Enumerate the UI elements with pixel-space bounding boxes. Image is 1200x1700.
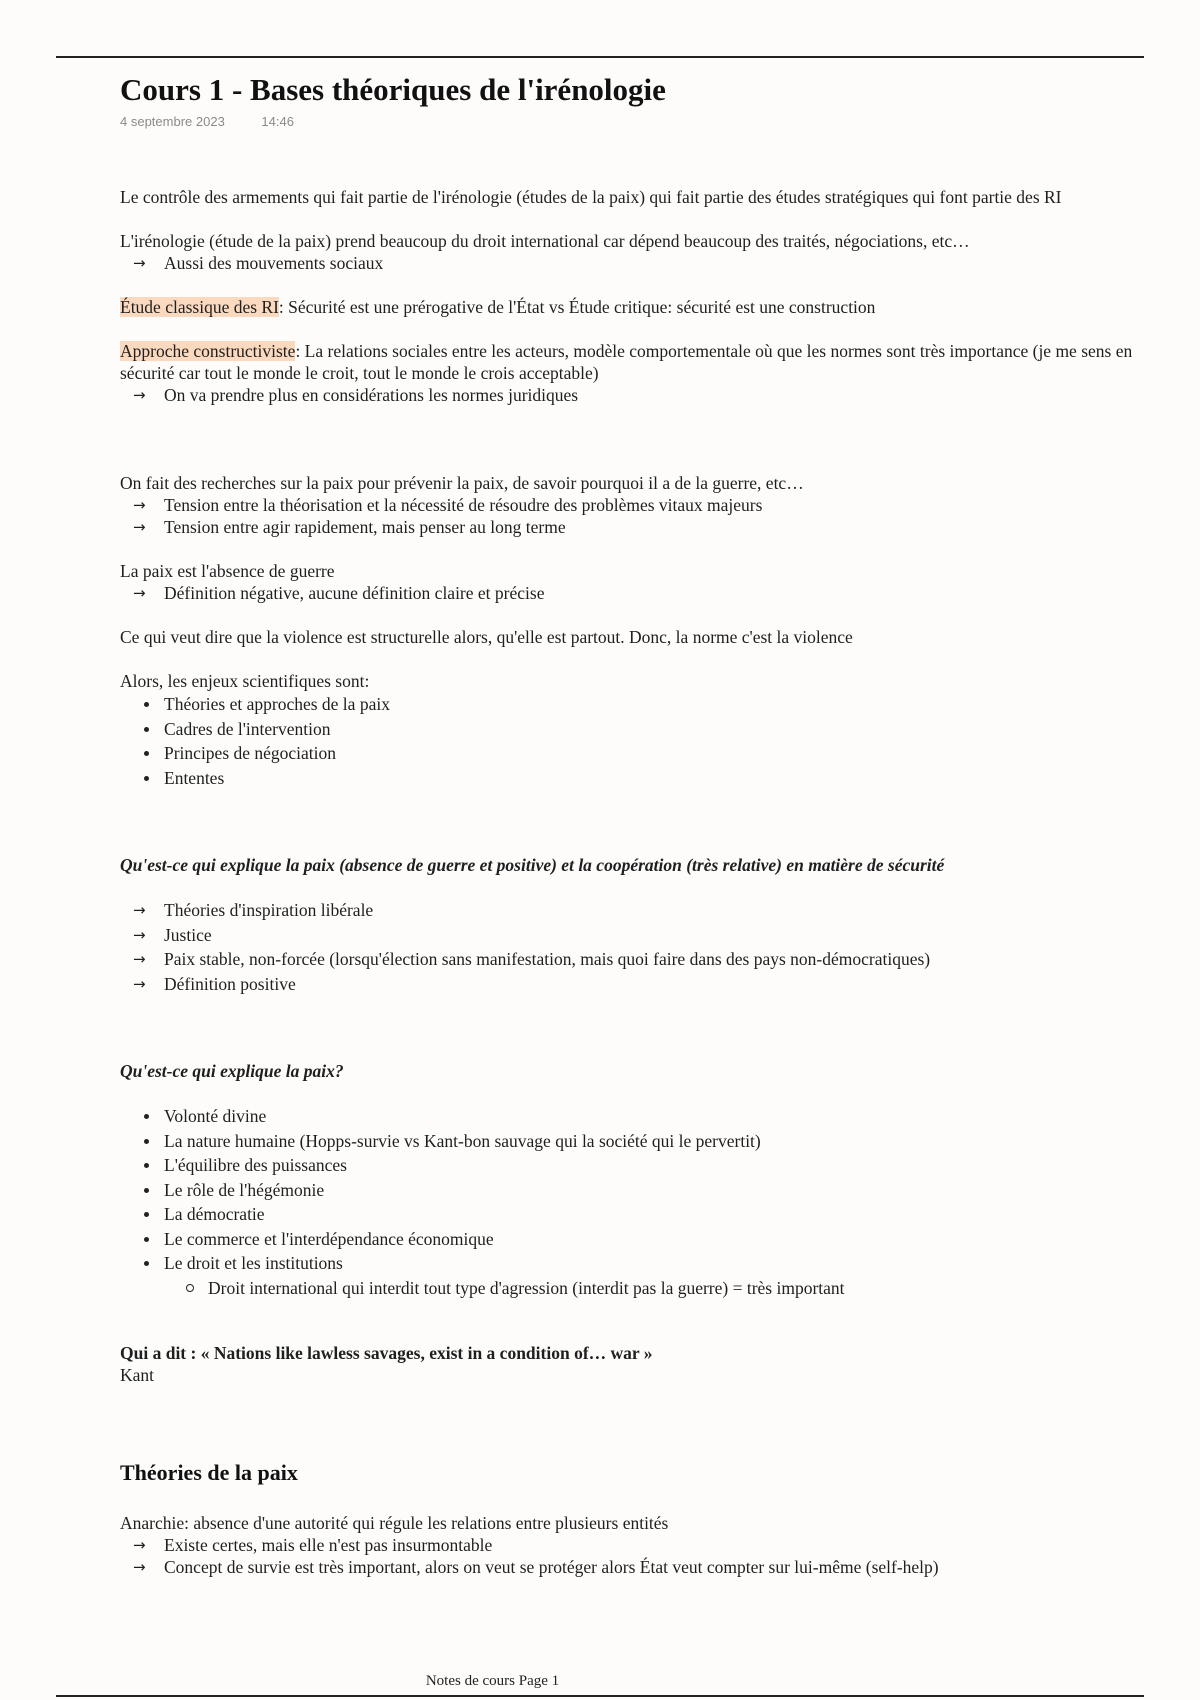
bullet-icon bbox=[144, 702, 149, 707]
note-time: 14:46 bbox=[261, 114, 294, 129]
arrow-icon: → bbox=[133, 518, 146, 536]
top-rule bbox=[56, 56, 1144, 58]
paragraph-peace-definition: La paix est l'absence de guerre bbox=[120, 561, 335, 581]
list-item: Le rôle de l'hégémonie bbox=[142, 1178, 1180, 1203]
arrow-list bbox=[120, 1534, 1180, 1578]
bullet-icon bbox=[144, 1212, 149, 1217]
question-heading-2: Qu'est-ce qui explique la paix? bbox=[120, 1061, 344, 1081]
list-item: L'équilibre des puissances bbox=[142, 1153, 1180, 1178]
arrow-list bbox=[120, 494, 1180, 538]
list-item: → Théories d'inspiration libérale bbox=[133, 898, 1180, 923]
paragraph-irenology: L'irénologie (étude de la paix) prend beaucoup du droit international car dépend beaucoup des traités, négociations, etc… bbox=[120, 231, 970, 251]
bullet-icon bbox=[144, 1261, 149, 1266]
note-body bbox=[120, 186, 1180, 1578]
paragraph-violence: Ce qui veut dire que la violence est structurelle alors, qu'elle est partout. Donc, la norme c'est la violence bbox=[120, 627, 853, 647]
section-heading: Théories de la paix bbox=[120, 1460, 298, 1485]
sub-bullet-list bbox=[164, 1276, 1180, 1301]
list-item: Cadres de l'intervention bbox=[142, 717, 1180, 742]
list-item: → On va prendre plus en considérations les normes juridiques bbox=[133, 385, 579, 405]
bullet-list bbox=[120, 1104, 1180, 1300]
page-title: Cours 1 - Bases théoriques de l'irénologie bbox=[120, 72, 666, 107]
arrow-list bbox=[120, 252, 1180, 274]
arrow-list bbox=[120, 582, 1180, 604]
arrow-icon: → bbox=[133, 1558, 146, 1576]
list-item: Principes de négociation bbox=[142, 741, 1180, 766]
list-item: La démocratie bbox=[142, 1202, 1180, 1227]
circle-bullet-icon bbox=[186, 1284, 194, 1292]
quote-answer: Kant bbox=[120, 1365, 155, 1385]
list-item: → Aussi des mouvements sociaux bbox=[133, 253, 384, 273]
note-content bbox=[120, 68, 1180, 1578]
list-item: → Tension entre agir rapidement, mais penser au long terme bbox=[133, 517, 566, 537]
bullet-icon bbox=[144, 1237, 149, 1242]
list-item: → Définition positive bbox=[133, 972, 1180, 997]
list-item: → Paix stable, non-forcée (lorsqu'élection sans manifestation, mais quoi faire dans des pays non-démocratiques) bbox=[133, 947, 1180, 972]
bullet-list bbox=[120, 692, 1180, 790]
quote-question: Qui a dit : « Nations like lawless savages, exist in a condition of… war » bbox=[120, 1343, 653, 1363]
bullet-icon bbox=[144, 727, 149, 732]
list-item: Droit international qui interdit tout type d'agression (interdit pas la guerre) = très important bbox=[186, 1276, 1180, 1301]
paragraph-stakes: Alors, les enjeux scientifiques sont: bbox=[120, 671, 370, 691]
bullet-icon bbox=[144, 776, 149, 781]
paragraph-classic-study: Étude classique des RI: Sécurité est une prérogative de l'État vs Étude critique: sécurité est une construction bbox=[120, 297, 876, 317]
bullet-icon bbox=[144, 1163, 149, 1168]
arrow-icon: → bbox=[133, 925, 146, 944]
bullet-icon bbox=[144, 1114, 149, 1119]
highlight-text: Approche constructiviste bbox=[120, 341, 296, 361]
bullet-icon bbox=[144, 751, 149, 756]
arrow-list bbox=[120, 898, 1180, 996]
paragraph-arms-control: Le contrôle des armements qui fait partie de l'irénologie (études de la paix) qui fait partie des études stratégiques qui font partie des RI bbox=[120, 187, 1062, 207]
arrow-icon: → bbox=[133, 386, 146, 404]
note-date: 4 septembre 2023 bbox=[120, 114, 225, 129]
list-item: → Concept de survie est très important, alors on veut se protéger alors État veut compter sur lui-même (self-help) bbox=[133, 1557, 939, 1577]
paragraph-anarchy: Anarchie: absence d'une autorité qui régule les relations entre plusieurs entités bbox=[120, 1513, 669, 1533]
arrow-list bbox=[120, 384, 1180, 406]
list-item: La nature humaine (Hopps-survie vs Kant-bon sauvage qui la société qui le pervertit) bbox=[142, 1129, 1180, 1154]
list-item: Théories et approches de la paix bbox=[142, 692, 1180, 717]
highlight-text: Étude classique des RI bbox=[120, 297, 279, 317]
arrow-icon: → bbox=[133, 950, 146, 968]
question-heading-1: Qu'est-ce qui explique la paix (absence de guerre et positive) et la coopération (très relative) en matière de sécurité bbox=[120, 855, 945, 875]
arrow-icon: → bbox=[133, 901, 146, 919]
note-meta bbox=[120, 112, 1180, 132]
list-item: Ententes bbox=[142, 766, 1180, 791]
paragraph-research: On fait des recherches sur la paix pour prévenir la paix, de savoir pourquoi il a de la guerre, etc… bbox=[120, 473, 804, 493]
bottom-rule bbox=[56, 1695, 1144, 1697]
list-item: → Existe certes, mais elle n'est pas insurmontable bbox=[133, 1535, 493, 1555]
list-item: → Définition négative, aucune définition claire et précise bbox=[133, 583, 545, 603]
list-item: → Justice bbox=[133, 923, 1180, 948]
arrow-icon: → bbox=[133, 254, 146, 272]
list-item: → Tension entre la théorisation et la nécessité de résoudre des problèmes vitaux majeurs bbox=[133, 495, 763, 515]
list-item: Le droit et les institutions Droit international qui interdit tout type d'agression (interdit pas la guerre) = très important bbox=[142, 1251, 1180, 1300]
arrow-icon: → bbox=[133, 1536, 146, 1554]
arrow-icon: → bbox=[133, 584, 146, 602]
arrow-icon: → bbox=[133, 496, 146, 514]
bullet-icon bbox=[144, 1139, 149, 1144]
arrow-icon: → bbox=[133, 974, 146, 993]
paragraph-constructivist: Approche constructiviste: La relations sociales entre les acteurs, modèle comportementale où que les normes sont très importance (je me sens en sécurité car tout le monde le croit, tout le monde le crois acceptable) bbox=[120, 341, 1133, 383]
bullet-icon bbox=[144, 1188, 149, 1193]
list-item: Volonté divine bbox=[142, 1104, 1180, 1129]
page-footer: Notes de cours Page 1 bbox=[425, 1673, 560, 1689]
list-item: Le commerce et l'interdépendance économique bbox=[142, 1227, 1180, 1252]
